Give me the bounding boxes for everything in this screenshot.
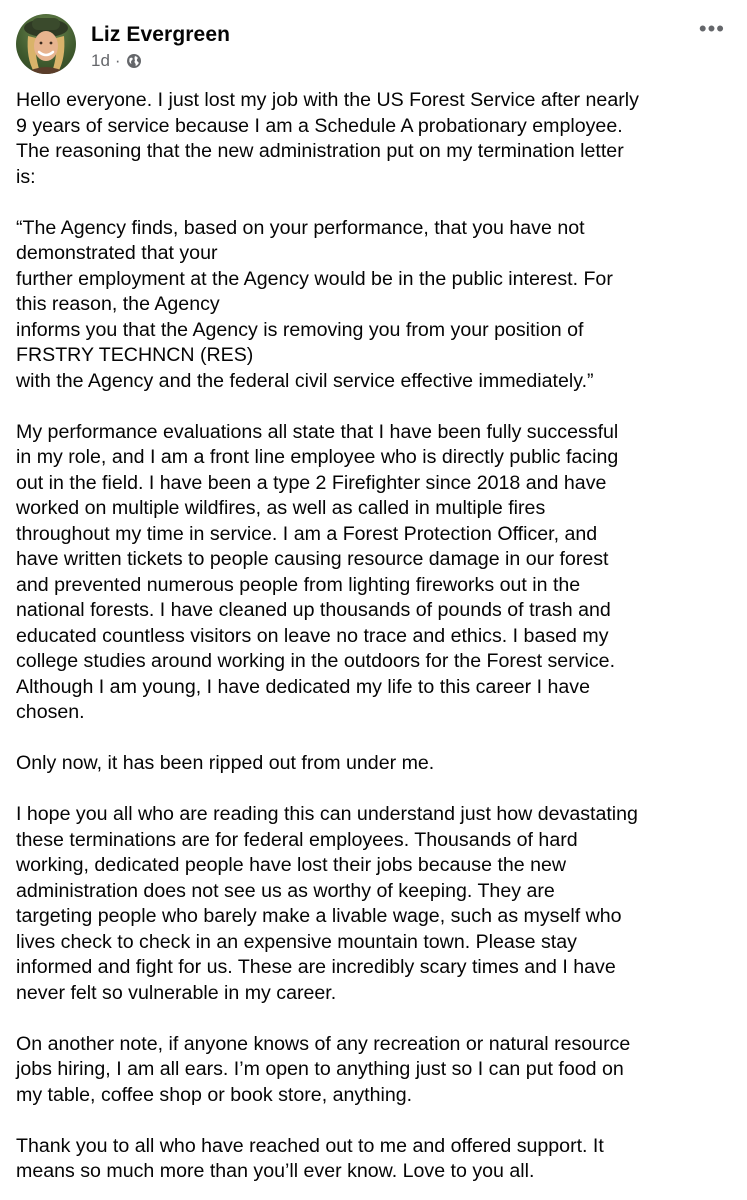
post-paragraph: Hello everyone. I just lost my job with the US Forest Service after nearly 9 years of service because I am a Schedule A probationary employee. The reasoning that the new administration put on my termination letter is: [16, 89, 639, 188]
post-paragraph: “The Agency finds, based on your performance, that you have not demonstrated that your further employment at the Agency would be in the public interest. For this reason, the Agency informs you that the Agency is removing you from your position of FRSTRY TECHNCN (RES) with the Agency and the federal civil service effective immediately.” [16, 216, 613, 392]
author-avatar[interactable] [16, 14, 76, 74]
post-text [16, 88, 731, 1185]
post-paragraph: I hope you all who are reading this can understand just how devastating these terminations are for federal employees. Thousands of hard working, dedicated people have lost their jobs because the new administration does not see us as worthy of keeping. They are targeting people who barely make a livable wage, such as myself who lives check to check in an expensive mountain town. Please stay informed and fight for us. These are incredibly scary times and I have never felt so vulnerable in my career. [16, 803, 638, 1004]
post-paragraph: My performance evaluations all state that I have been fully successful in my role, and I am a front line employee who is directly public facing out in the field. I have been a type 2 Firefighter since 2018 and have worked on multiple wildfires, as well as called in multiple fires throughout my time in service. I am a Forest Protection Officer, and have written tickets to people causing resource damage in our forest and prevented numerous people from lighting fireworks out in the national forests. I have cleaned up thousands of pounds of trash and educated countless visitors on leave no trace and ethics. I based my college studies around working in the outdoors for the Forest service. Although I am young, I have dedicated my life to this career I have chosen. [16, 420, 619, 723]
post-timestamp[interactable]: 1d [91, 51, 110, 70]
post-paragraph: On another note, if anyone knows of any recreation or natural resource jobs hiring, I am all ears. I’m open to anything just so I can put food on my table, coffee shop or book store, anything. [16, 1032, 631, 1106]
meta-separator: · [114, 51, 121, 70]
avatar-photo-icon [16, 14, 76, 74]
more-options-button[interactable]: ••• [698, 16, 725, 41]
post-paragraph: Only now, it has been ripped out from under me. [16, 752, 435, 774]
post-meta [91, 51, 142, 71]
globe-icon[interactable] [126, 53, 142, 69]
post-header [16, 14, 731, 78]
post-paragraph: Thank you to all who have reached out to me and offered support. It means so much more than you’ll ever know. Love to you all. [16, 1134, 604, 1182]
author-name[interactable]: Liz Evergreen [91, 23, 231, 46]
